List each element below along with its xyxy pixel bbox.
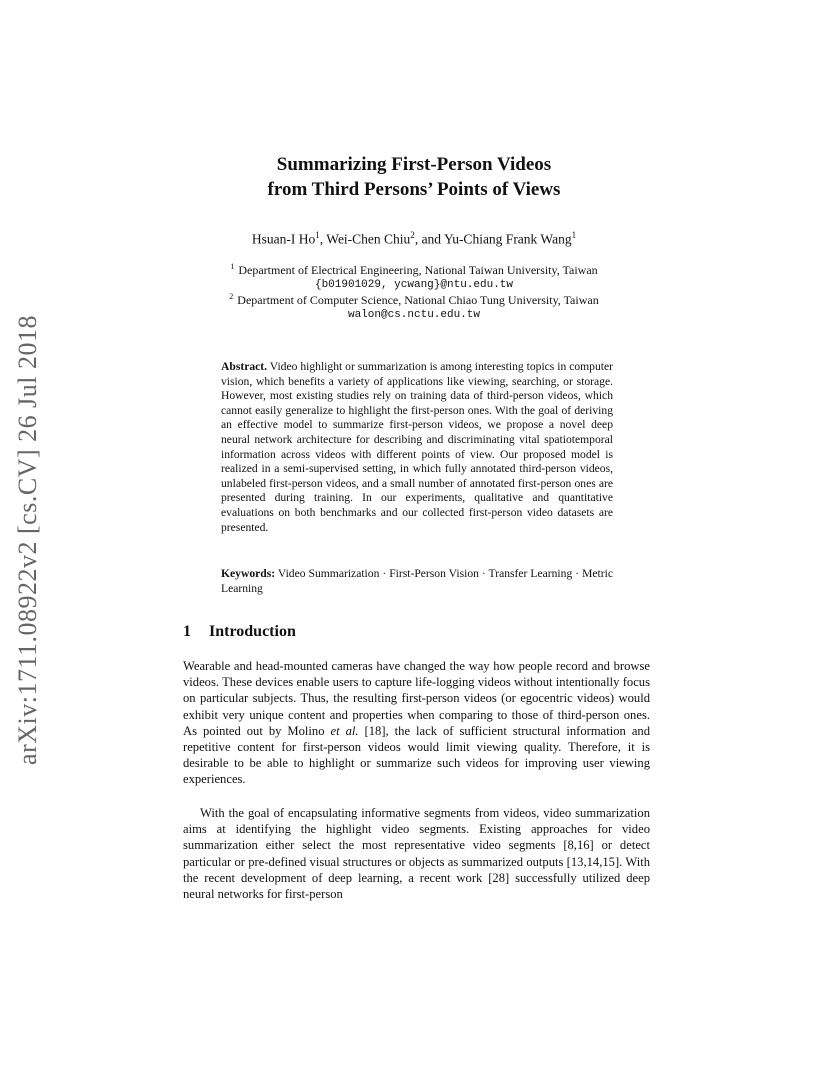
author-3: Yu-Chiang Frank Wang — [443, 231, 572, 247]
author-3-affil: 1 — [571, 230, 577, 240]
abstract-text: Video highlight or summarization is among interesting topics in computer vision, which benefits a variety of applications like viewing, searching, or storage. However, most existing studies rely on training data of third-person videos, which cannot easily generalize to highlight the first-person ones. With the goal of deriving an effective model to summarize first-person videos, we propose a novel deep neural network architecture for describing and discriminating vital spatiotemporal information across videos with different points of view. Our proposed model is realized in a semi-supervised setting, in which fully annotated third-person videos, unlabeled first-person videos, and a small number of annotated first-person ones are presented during training. In our experiments, qualitative and quantitative evaluations on both benchmarks and our collected first-person video datasets are presented. — [221, 360, 613, 534]
intro-p1-part-a: Wearable and head-mounted cameras have changed the way how people record and browse videos. These devices enable users to capture life-logging videos without intentionally focus on particular subjects. Thus, the resulting first-person videos (or egocentric videos) would exhibit very unique content and properties when comparing to those of third-person ones. As pointed out by Molino — [183, 659, 650, 738]
keywords — [221, 567, 613, 596]
affiliation-1-marker: 1 — [230, 262, 235, 271]
arxiv-identifier-text: arXiv:1711.08922v2 [cs.CV] 26 Jul 2018 — [13, 315, 42, 765]
title-line-1: Summarizing First-Person Videos — [276, 154, 552, 175]
author-separator: , — [319, 231, 327, 247]
title-line-2: from Third Persons’ Points of Views — [267, 179, 561, 200]
affiliation-2-marker: 2 — [229, 292, 234, 301]
section-heading — [183, 623, 296, 641]
abstract-label: Abstract. — [221, 360, 268, 373]
intro-p1-etal: et al. — [330, 723, 359, 738]
affiliation-2 — [0, 289, 828, 323]
section-number: 1 — [183, 623, 191, 640]
author-separator: , and — [414, 231, 444, 247]
keywords-label: Keywords: — [221, 567, 276, 580]
section-title: Introduction — [209, 623, 296, 640]
affiliation-2-email: walon@cs.nctu.edu.tw — [347, 309, 481, 321]
paper-title — [0, 152, 828, 202]
author-1-affil: 1 — [315, 230, 320, 240]
keywords-text: Video Summarization · First-Person Vision · Transfer Learning · Metric Learning — [221, 567, 613, 595]
author-list — [0, 230, 828, 248]
author-2: Wei-Chen Chiu — [326, 231, 411, 247]
author-1: Hsuan-I Ho — [251, 231, 316, 247]
abstract — [221, 360, 613, 535]
author-2-affil: 2 — [410, 230, 415, 240]
intro-paragraph-2: With the goal of encapsulating informative segments from videos, video summarization aims at identifying the highlight video segments. Existing approaches for video summarization either select the most representative video segments [8,16] or detect particular or pre-defined visual structures or objects as summarized outputs [13,14,15]. With the recent development of deep learning, a recent work [28] successfully utilized deep neural networks for first-person — [183, 806, 650, 902]
affiliation-2-name: Department of Computer Science, National Chiao Tung University, Taiwan — [237, 293, 599, 307]
affiliation-1-email: {b01901029, ycwang}@ntu.edu.tw — [314, 279, 514, 291]
intro-paragraph-1 — [183, 658, 650, 788]
intro-p1-part-b: [18], the lack of sufficient structural information and repetitive content for first-person videos would limit viewing quality. Therefore, it is desirable to be able to highlight or summarize such videos for improving user viewing experiences. — [183, 723, 650, 787]
affiliation-1 — [0, 259, 828, 293]
affiliation-1-name: Department of Electrical Engineering, National Taiwan University, Taiwan — [238, 263, 598, 277]
